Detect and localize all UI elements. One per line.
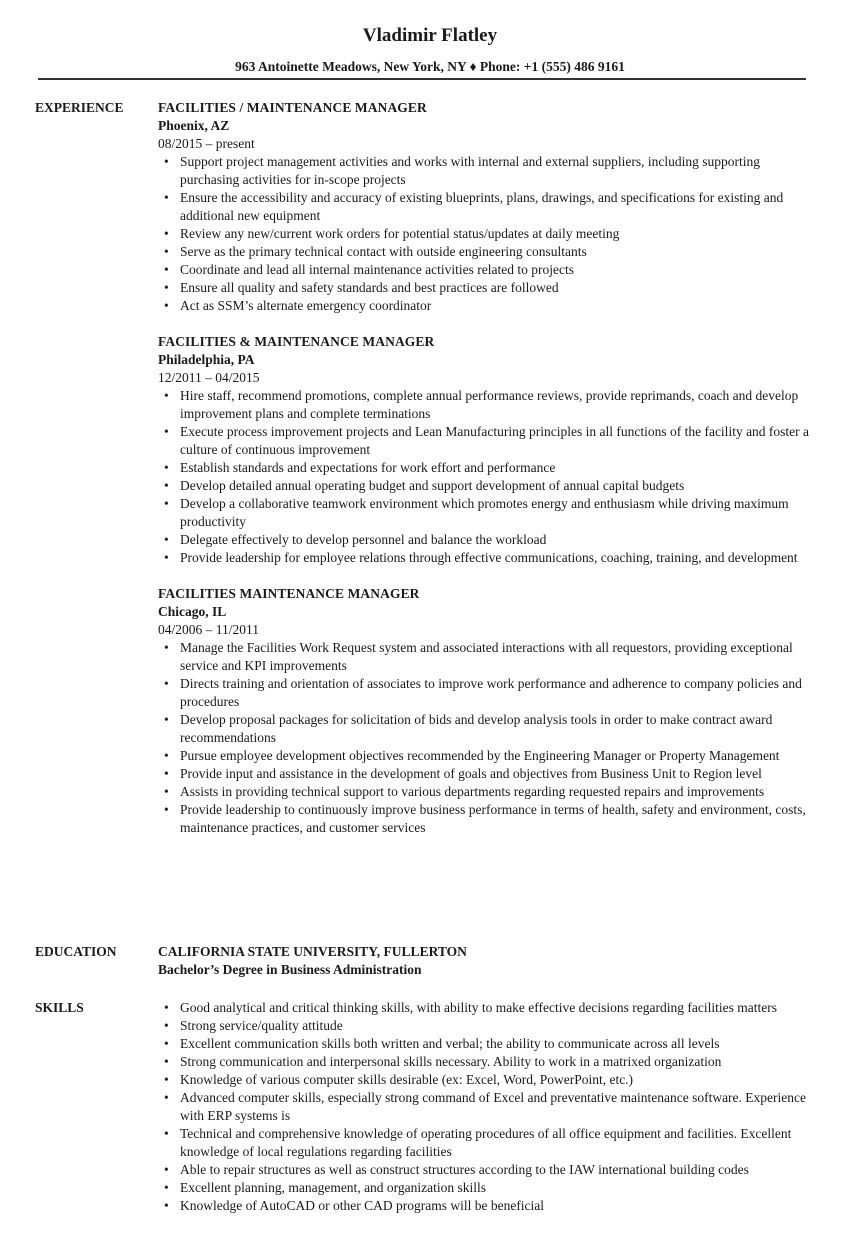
skill-item: • Knowledge of various computer skills desirable (ex: Excel, Word, PowerPoint, etc.) — [180, 1071, 818, 1089]
bullet-item: • Directs training and orientation of associates to improve work performance and adherence to company policies and procedures — [180, 675, 818, 711]
bullet-item: • Support project management activities and works with internal and external suppliers, including supporting purchasing activities for in-scope projects — [180, 153, 818, 189]
skill-item: • Technical and comprehensive knowledge of operating procedures of all office equipment and facilities. Excellent knowledge of local regulations regarding facilities — [180, 1125, 818, 1161]
skill-item: • Able to repair structures as well as construct structures according to the IAW international building codes — [180, 1161, 818, 1179]
skills-list — [158, 999, 818, 1215]
job-bullets — [158, 639, 818, 837]
header-divider — [38, 78, 806, 80]
contact-line: 963 Antoinette Meadows, New York, NY ♦ Phone: +1 (555) 486 9161 — [235, 59, 625, 74]
experience-body — [158, 99, 818, 855]
job-dates: 08/2015 – present — [158, 136, 255, 151]
job-title: FACILITIES MAINTENANCE MANAGER — [158, 586, 420, 601]
bullet-item: • Ensure all quality and safety standards and best practices are followed — [180, 279, 818, 297]
school-name: CALIFORNIA STATE UNIVERSITY, FULLERTON — [158, 944, 467, 959]
skill-item: • Excellent communication skills both written and verbal; the ability to communicate across all levels — [180, 1035, 818, 1053]
job-location: Philadelphia, PA — [158, 352, 255, 367]
bullet-item: • Develop proposal packages for solicitation of bids and develop analysis tools in order to make contract award recommendations — [180, 711, 818, 747]
bullet-item: • Develop a collaborative teamwork environment which promotes energy and enthusiasm while driving maximum productivity — [180, 495, 818, 531]
section-label-skills: SKILLS — [35, 1000, 84, 1015]
bullet-item: • Manage the Facilities Work Request system and associated interactions with all requestors, providing exceptional service and KPI improvements — [180, 639, 818, 675]
bullet-item: • Establish standards and expectations for work effort and performance — [180, 459, 818, 477]
section-label-education: EDUCATION — [35, 944, 117, 959]
degree-name: Bachelor’s Degree in Business Administration — [158, 962, 422, 977]
skill-item: • Strong communication and interpersonal skills necessary. Ability to work in a matrixed organization — [180, 1053, 818, 1071]
candidate-name: Vladimir Flatley — [362, 25, 498, 46]
job-title: FACILITIES & MAINTENANCE MANAGER — [158, 334, 435, 349]
job-location: Chicago, IL — [158, 604, 227, 619]
bullet-item: • Serve as the primary technical contact with outside engineering consultants — [180, 243, 818, 261]
bullet-item: • Assists in providing technical support to various departments regarding requested repairs and improvements — [180, 783, 818, 801]
bullet-item: • Review any new/current work orders for potential status/updates at daily meeting — [180, 225, 818, 243]
skill-item: • Advanced computer skills, especially strong command of Excel and preventative maintenance software. Experience with ERP systems is — [180, 1089, 818, 1125]
skill-item: • Good analytical and critical thinking skills, with ability to make effective decisions regarding facilities matters — [180, 999, 818, 1017]
job-title: FACILITIES / MAINTENANCE MANAGER — [158, 100, 427, 115]
bullet-item: • Provide leadership for employee relations through effective communications, coaching, training, and development — [180, 549, 818, 567]
job-location: Phoenix, AZ — [158, 118, 230, 133]
education-body — [158, 943, 818, 979]
job-entry — [158, 99, 818, 315]
job-entry — [158, 333, 818, 567]
bullet-item: • Develop detailed annual operating budget and support development of annual capital budgets — [180, 477, 818, 495]
skill-item: • Strong service/quality attitude — [180, 1017, 818, 1035]
job-bullets — [158, 387, 818, 567]
job-entry — [158, 585, 818, 837]
skill-item: • Knowledge of AutoCAD or other CAD programs will be beneficial — [180, 1197, 818, 1215]
skill-item: • Excellent planning, management, and organization skills — [180, 1179, 818, 1197]
bullet-item: • Execute process improvement projects and Lean Manufacturing principles in all functions of the facility and foster a culture of continuous improvement — [180, 423, 818, 459]
section-label-experience: EXPERIENCE — [35, 100, 124, 115]
job-dates: 04/2006 – 11/2011 — [158, 622, 259, 637]
bullet-item: • Hire staff, recommend promotions, complete annual performance reviews, provide reprimands, coach and develop improvement plans and complete terminations — [180, 387, 818, 423]
bullet-item: • Provide input and assistance in the development of goals and objectives from Business Unit to Region level — [180, 765, 818, 783]
skills-body — [158, 999, 818, 1215]
job-bullets — [158, 153, 818, 315]
bullet-item: • Act as SSM’s alternate emergency coordinator — [180, 297, 818, 315]
bullet-item: • Ensure the accessibility and accuracy of existing blueprints, plans, drawings, and specifications for existing and additional new equipment — [180, 189, 818, 225]
bullet-item: • Pursue employee development objectives recommended by the Engineering Manager or Property Management — [180, 747, 818, 765]
bullet-item: • Provide leadership to continuously improve business performance in terms of health, safety and environment, costs, maintenance practices, and customer services — [180, 801, 818, 837]
job-dates: 12/2011 – 04/2015 — [158, 370, 260, 385]
bullet-item: • Coordinate and lead all internal maintenance activities related to projects — [180, 261, 818, 279]
bullet-item: • Delegate effectively to develop personnel and balance the workload — [180, 531, 818, 549]
